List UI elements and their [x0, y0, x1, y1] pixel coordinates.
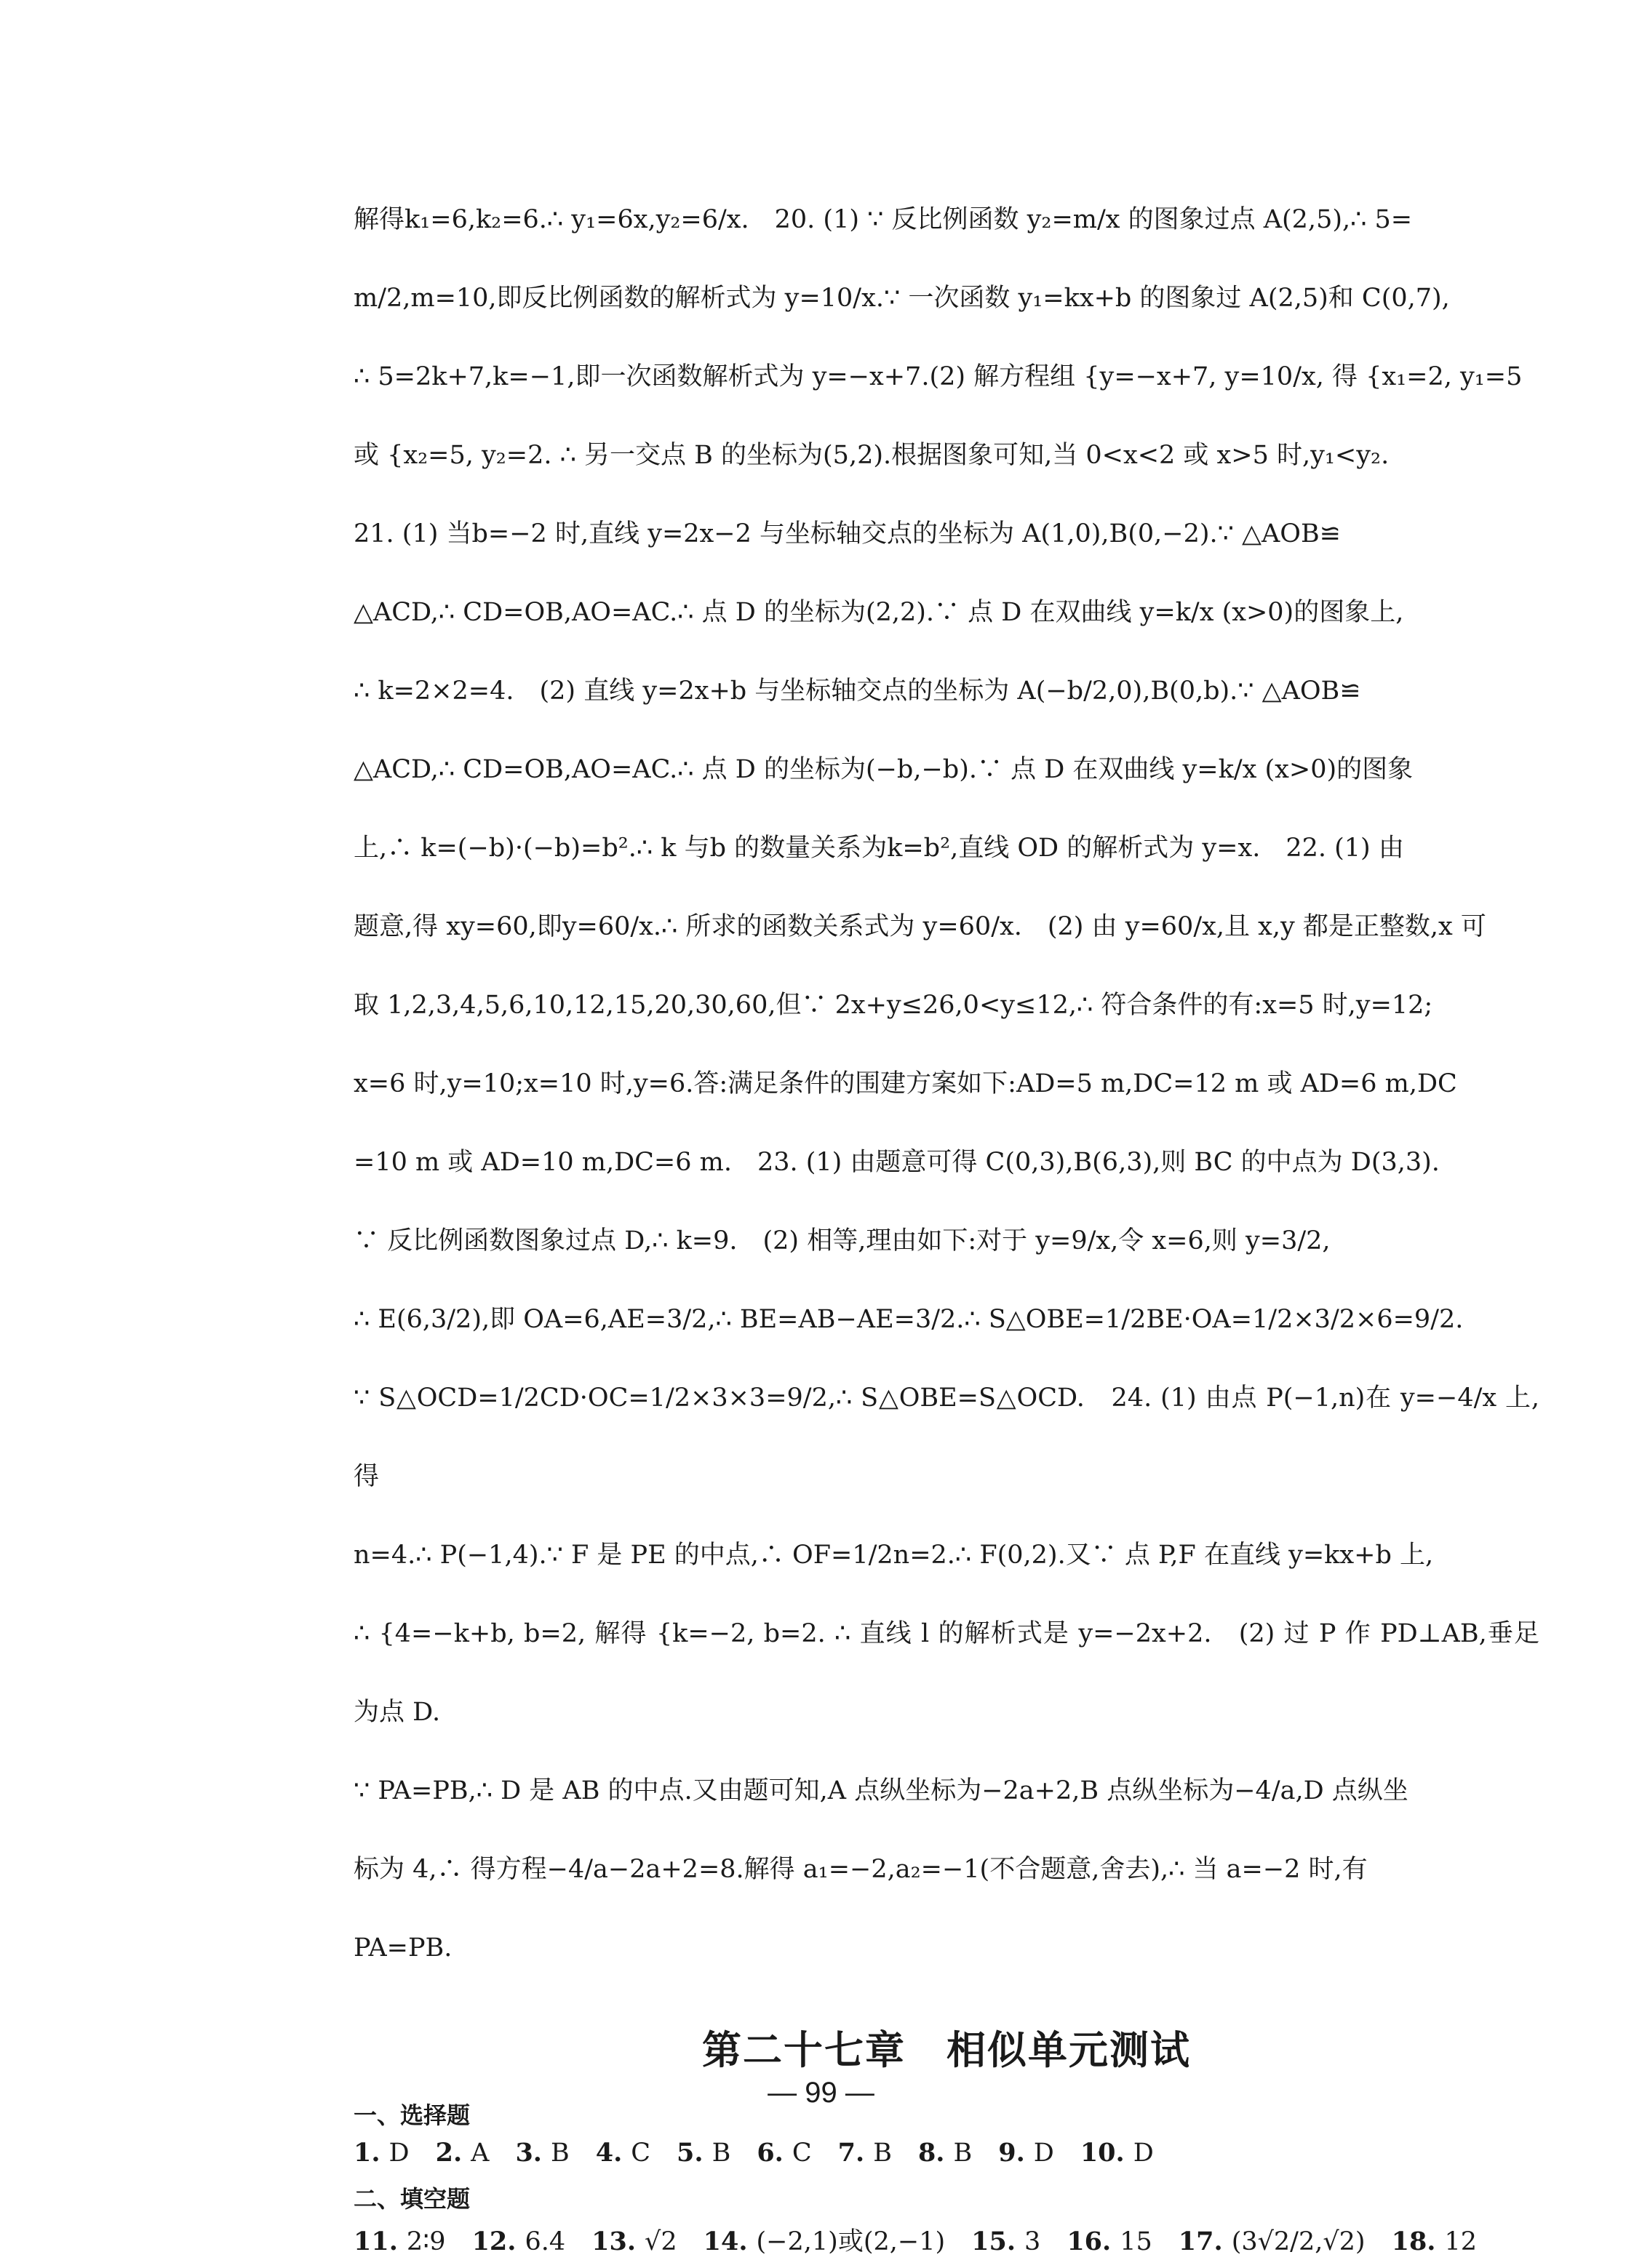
answer-number: 5.: [677, 2138, 704, 2168]
answer-value: C: [792, 2139, 812, 2168]
answer-value: B: [873, 2139, 892, 2168]
text-line: ∵ S△OCD=1/2CD·OC=1/2×3×3=9/2,∴ S△OBE=S△OCD. 24. (1) 由点 P(−1,n)在 y=−4/x 上,得: [354, 1383, 1539, 1491]
answer-item: [757, 2139, 811, 2168]
answer-item: [1392, 2227, 1477, 2256]
text-line: n=4.∴ P(−1,4).∵ F 是 PE 的中点,∴ OF=1/2n=2.∴ F(0,2).又∵ 点 P,F 在直线 y=kx+b 上,: [354, 1541, 1434, 1570]
answer-value: C: [631, 2139, 651, 2168]
answer-value: √2: [645, 2227, 677, 2256]
answer-value: 15: [1120, 2227, 1152, 2256]
text-line: PA=PB.: [354, 1933, 453, 1962]
answer-value: 6.4: [525, 2227, 566, 2256]
answer-number: 6.: [757, 2138, 784, 2168]
chapter-title: 第二十七章 相似单元测试: [702, 2027, 1191, 2073]
answer-value: (−2,1)或(2,−1): [756, 2227, 946, 2256]
answer-number: 2.: [435, 2138, 463, 2168]
text-line: 取 1,2,3,4,5,6,10,12,15,20,30,60,但∵ 2x+y≤26,0<y≤12,∴ 符合条件的有:x=5 时,y=12;: [354, 991, 1433, 1020]
answer-value: A: [471, 2139, 490, 2168]
answer-value: D: [1133, 2139, 1154, 2168]
answer-item: [515, 2139, 569, 2168]
text-line: ∵ 反比例函数图象过点 D,∴ k=9. (2) 相等,理由如下:对于 y=9/x,令 x=6,则 y=3/2,: [354, 1226, 1331, 1255]
text-line: 上,∴ k=(−b)·(−b)=b².∴ k 与b 的数量关系为k=b²,直线 OD 的解析式为 y=x. 22. (1) 由: [354, 834, 1404, 863]
answer-item: [1179, 2227, 1366, 2256]
answer-number: 14.: [703, 2227, 748, 2256]
answer-number: 16.: [1067, 2227, 1112, 2256]
answer-number: 15.: [971, 2227, 1016, 2256]
answer-number: 18.: [1391, 2227, 1436, 2256]
text-line: ∴ 5=2k+7,k=−1,即一次函数解析式为 y=−x+7.(2) 解方程组 {y=−x+7, y=10/x, 得 {x₁=2, y₁=5: [354, 362, 1523, 391]
fill-answers: [354, 2221, 1539, 2258]
answer-item: [596, 2139, 650, 2168]
text-line: ∴ E(6,3/2),即 OA=6,AE=3/2,∴ BE=AB−AE=3/2.∴ S△OBE=1/2BE·OA=1/2×3/2×6=9/2.: [354, 1305, 1464, 1334]
text-line: =10 m 或 AD=10 m,DC=6 m. 23. (1) 由题意可得 C(0,3),B(6,3),则 BC 的中点为 D(3,3).: [354, 1148, 1440, 1177]
answer-value: 2∶9: [406, 2227, 446, 2256]
answer-item: [677, 2139, 730, 2168]
answer-item: [998, 2139, 1054, 2168]
page-number: — 99 —: [768, 2077, 874, 2109]
answer-number: 1.: [354, 2138, 380, 2168]
text-line: x=6 时,y=10;x=10 时,y=6.答:满足条件的围建方案如下:AD=5 m,DC=12 m 或 AD=6 m,DC: [354, 1069, 1457, 1098]
text-line: △ACD,∴ CD=OB,AO=AC.∴ 点 D 的坐标为(2,2).∵ 点 D 在双曲线 y=k/x (x>0)的图象上,: [354, 598, 1404, 627]
answer-number: 9.: [998, 2138, 1025, 2168]
answer-item: [971, 2227, 1040, 2256]
answer-number: 17.: [1178, 2227, 1223, 2256]
text-line: 或 {x₂=5, y₂=2. ∴ 另一交点 B 的坐标为(5,2).根据图象可知,当 0<x<2 或 x>5 时,y₁<y₂.: [354, 441, 1390, 470]
answer-value: B: [712, 2139, 731, 2168]
answer-number: 10.: [1080, 2138, 1125, 2168]
answer-item: [838, 2139, 892, 2168]
answer-value: 12: [1444, 2227, 1478, 2256]
text-line: 标为 4,∴ 得方程−4/a−2a+2=8.解得 a₁=−2,a₂=−1(不合题意,舍去),∴ 当 a=−2 时,有: [354, 1855, 1368, 1884]
text-line: ∵ PA=PB,∴ D 是 AB 的中点.又由题可知,A 点纵坐标为−2a+2,B 点纵坐标为−4/a,D 点纵坐: [354, 1776, 1408, 1805]
answer-number: 11.: [354, 2227, 398, 2256]
section-label-fill: 二、填空题: [354, 2185, 471, 2213]
answer-number: 4.: [595, 2138, 623, 2168]
text-line: △ACD,∴ CD=OB,AO=AC.∴ 点 D 的坐标为(−b,−b).∵ 点 D 在双曲线 y=k/x (x>0)的图象: [354, 755, 1414, 784]
text-line: m/2,m=10,即反比例函数的解析式为 y=10/x.∵ 一次函数 y₁=kx+b 的图象过 A(2,5)和 C(0,7),: [354, 284, 1450, 313]
text-line: 解得k₁=6,k₂=6.∴ y₁=6x,y₂=6/x. 20. (1) ∵ 反比例函数 y₂=m/x 的图象过点 A(2,5),∴ 5=: [354, 205, 1413, 234]
answer-number: 12.: [471, 2227, 517, 2256]
answer-item: [591, 2227, 677, 2256]
answer-value: 3: [1024, 2227, 1041, 2256]
section-label-choice: 一、选择题: [354, 2101, 471, 2129]
answer-value: B: [953, 2139, 973, 2168]
answer-value: B: [550, 2139, 570, 2168]
answer-item: [704, 2227, 946, 2256]
text-line: 题意,得 xy=60,即y=60/x.∴ 所求的函数关系式为 y=60/x. (2) 由 y=60/x,且 x,y 都是正整数,x 可: [354, 912, 1486, 941]
answer-value: D: [388, 2139, 410, 2168]
answer-item: [1067, 2227, 1152, 2256]
answer-item: [436, 2139, 490, 2168]
answer-number: 8.: [917, 2138, 945, 2168]
answer-number: 13.: [591, 2227, 637, 2256]
answer-number: 3.: [515, 2138, 542, 2168]
answer-item: [472, 2227, 566, 2256]
answer-value: D: [1033, 2139, 1054, 2168]
choice-answers: [354, 2138, 1539, 2168]
text-line: ∴ {4=−k+b, b=2, 解得 {k=−2, b=2. ∴ 直线 l 的解析式是 y=−2x+2. (2) 过 P 作 PD⊥AB,垂足为点 D.: [354, 1619, 1539, 1727]
answer-item: [354, 2139, 410, 2168]
answer-item: [918, 2139, 972, 2168]
answer-value: (3√2/2,√2): [1231, 2227, 1366, 2256]
answer-item: [1080, 2139, 1154, 2168]
page-content: [354, 180, 1539, 2268]
text-line: ∴ k=2×2=4. (2) 直线 y=2x+b 与坐标轴交点的坐标为 A(−b/2,0),B(0,b).∵ △AOB≌: [354, 676, 1361, 706]
answer-number: 7.: [837, 2138, 865, 2168]
answer-item: [354, 2227, 446, 2256]
text-line: 21. (1) 当b=−2 时,直线 y=2x−2 与坐标轴交点的坐标为 A(1,0),B(0,−2).∵ △AOB≌: [354, 519, 1341, 548]
solution-text: [354, 180, 1539, 1987]
